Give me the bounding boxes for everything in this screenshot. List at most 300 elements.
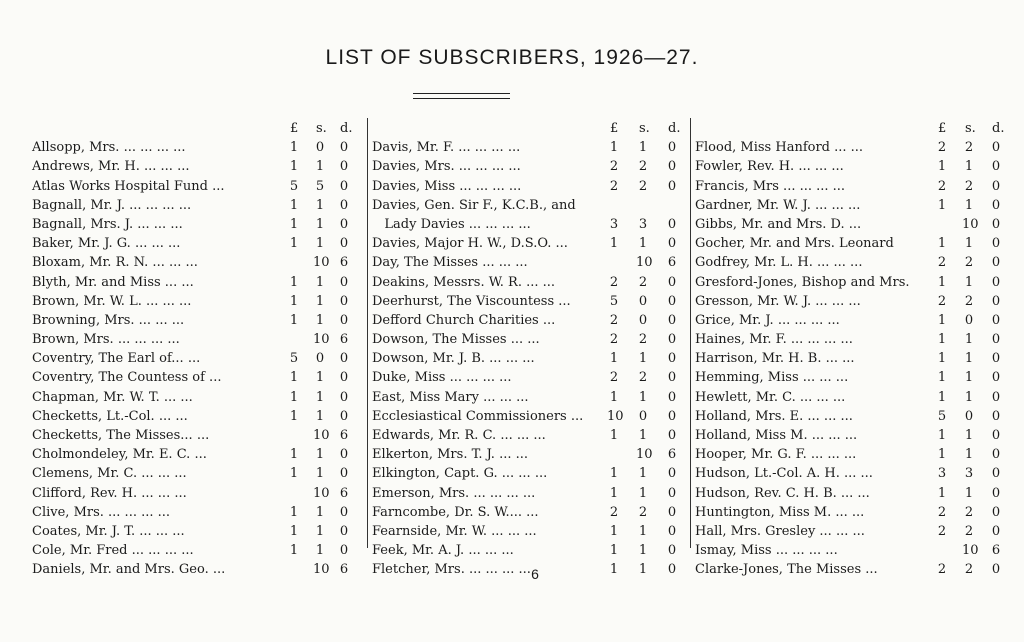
page-number: 6 [531, 566, 539, 582]
subscriber-row [32, 407, 367, 426]
amount-pence: 0 [991, 216, 1001, 232]
amount-pounds: 2 [937, 140, 947, 156]
subscriber-column-2 [372, 119, 690, 580]
amount-shillings: 1 [964, 447, 974, 463]
amount-shillings: 1 [964, 159, 974, 175]
subscriber-name: Lady Davies ... ... ... ... [372, 216, 531, 232]
amount-shillings: 0 [638, 408, 648, 424]
amount-pounds: 5 [937, 408, 947, 424]
subscriber-name: Fletcher, Mrs. ... ... ... ... [372, 562, 531, 578]
subscriber-column-3 [695, 119, 1024, 580]
amount-pence: 0 [667, 485, 677, 501]
header-pounds: £ [290, 121, 299, 136]
subscriber-row [32, 503, 367, 522]
amount-pence: 0 [991, 351, 1001, 367]
subscriber-name: Deerhurst, The Viscountess ... [372, 293, 571, 309]
amount-pounds: 1 [289, 543, 299, 559]
subscriber-name: Brown, Mr. W. L. ... ... ... [32, 293, 192, 309]
amount-pounds: 1 [289, 389, 299, 405]
amount-pounds: 3 [937, 466, 947, 482]
subscriber-name: Fowler, Rev. H. ... ... ... [695, 159, 844, 175]
amount-pence: 0 [339, 197, 349, 213]
amount-pence: 6 [667, 447, 677, 463]
subscriber-row [372, 388, 690, 407]
amount-pence: 0 [667, 562, 677, 578]
header-pence: d. [340, 121, 353, 136]
header-pounds: £ [610, 121, 619, 136]
subscriber-row [32, 330, 367, 349]
subscriber-row [372, 273, 690, 292]
subscriber-name: Daniels, Mr. and Mrs. Geo. ... [32, 562, 226, 578]
column-divider-1 [367, 118, 368, 548]
amount-pence: 0 [339, 523, 349, 539]
amount-pence: 0 [991, 293, 1001, 309]
subscriber-name: Chapman, Mr. W. T. ... ... [32, 389, 193, 405]
subscriber-row [695, 445, 1024, 464]
subscriber-name: Hooper, Mr. G. F. ... ... ... [695, 447, 857, 463]
subscriber-name: Cole, Mr. Fred ... ... ... ... [32, 543, 194, 559]
amount-pence: 0 [667, 274, 677, 290]
amount-pence: 0 [667, 543, 677, 559]
amount-shillings: 1 [315, 408, 325, 424]
subscriber-name: Holland, Mrs. E. ... ... ... [695, 408, 853, 424]
amount-shillings: 1 [315, 197, 325, 213]
subscriber-name: Defford Church Charities ... [372, 312, 556, 328]
subscriber-row [372, 311, 690, 330]
subscriber-name: Edwards, Mr. R. C. ... ... ... [372, 428, 546, 443]
amount-pence: 0 [991, 523, 1001, 539]
amount-pence: 0 [339, 159, 349, 175]
amount-shillings: 2 [964, 504, 974, 520]
amount-pounds: 5 [609, 293, 619, 309]
page-title: LIST OF SUBSCRIBERS, 1926—27. [325, 46, 699, 69]
subscriber-row [372, 330, 690, 349]
subscriber-row [372, 407, 690, 426]
amount-pence: 0 [991, 504, 1001, 520]
subscriber-row [372, 138, 690, 157]
subscriber-name: Hudson, Rev. C. H. B. ... ... [695, 485, 870, 501]
amount-pence: 0 [339, 504, 349, 520]
amount-pounds: 1 [289, 408, 299, 424]
amount-pence: 0 [991, 312, 1001, 328]
amount-shillings: 0 [964, 408, 974, 424]
amount-shillings: 1 [638, 543, 648, 559]
amount-shillings: 10 [313, 255, 330, 271]
subscriber-name: Feek, Mr. A. J. ... ... ... [372, 543, 514, 559]
subscriber-name: Gibbs, Mr. and Mrs. D. ... [695, 216, 862, 232]
amount-shillings: 1 [964, 274, 974, 290]
subscriber-name: Davis, Mr. F. ... ... ... ... [372, 140, 521, 156]
subscriber-name: Dowson, Mr. J. B. ... ... ... [372, 351, 535, 367]
subscriber-row [372, 292, 690, 311]
amount-pounds: 1 [289, 293, 299, 309]
amount-pounds: 1 [609, 485, 619, 501]
amount-pounds: 2 [937, 178, 947, 194]
amount-shillings: 10 [962, 543, 979, 559]
subscriber-row [695, 349, 1024, 368]
amount-shillings: 1 [638, 562, 648, 578]
amount-shillings: 1 [315, 274, 325, 290]
amount-pence: 0 [667, 178, 677, 194]
subscriber-name: Gresson, Mr. W. J. ... ... ... [695, 293, 861, 309]
amount-shillings: 1 [638, 389, 648, 405]
subscriber-name: Bagnall, Mr. J. ... ... ... ... [32, 197, 192, 213]
amount-pence: 6 [339, 562, 349, 578]
subscriber-name: Harrison, Mr. H. B. ... ... [695, 351, 855, 367]
subscriber-row [695, 234, 1024, 253]
amount-pounds: 2 [609, 159, 619, 175]
subscriber-row [32, 138, 367, 157]
amount-shillings: 1 [638, 485, 648, 501]
amount-pence: 0 [991, 140, 1001, 156]
subscriber-row [372, 464, 690, 483]
amount-pence: 0 [667, 389, 677, 405]
amount-pence: 0 [339, 447, 349, 463]
subscriber-row [695, 177, 1024, 196]
amount-shillings: 2 [638, 504, 648, 520]
amount-pounds: 2 [609, 332, 619, 348]
amount-shillings: 1 [315, 216, 325, 232]
subscriber-row [372, 196, 690, 215]
amount-pounds: 1 [609, 140, 619, 156]
subscriber-name: Bloxam, Mr. R. N. ... ... ... [32, 255, 198, 271]
amount-pence: 0 [991, 159, 1001, 175]
subscriber-column-1 [32, 119, 367, 580]
amount-pounds: 1 [937, 197, 947, 213]
amount-shillings: 10 [636, 447, 653, 463]
subscriber-name: Clarke-Jones, The Misses ... [695, 562, 878, 578]
amount-pounds: 1 [609, 466, 619, 482]
amount-shillings: 1 [638, 466, 648, 482]
amount-shillings: 2 [638, 159, 648, 175]
amount-pence: 0 [667, 216, 677, 232]
subscriber-row [372, 368, 690, 387]
subscriber-name: Atlas Works Hospital Fund ... [32, 178, 225, 194]
amount-pounds: 1 [609, 543, 619, 559]
subscriber-row [695, 560, 1024, 579]
amount-shillings: 2 [964, 178, 974, 194]
amount-pence: 0 [339, 370, 349, 386]
amount-shillings: 1 [315, 523, 325, 539]
amount-shillings: 2 [638, 332, 648, 348]
subscriber-name: Ismay, Miss ... ... ... ... [695, 543, 838, 559]
amount-shillings: 2 [638, 274, 648, 290]
amount-shillings: 10 [636, 255, 653, 271]
amount-pounds: 1 [609, 351, 619, 367]
subscriber-name: Ecclesiastical Commissioners ... [372, 408, 584, 424]
header-shillings: s. [639, 121, 650, 136]
subscriber-row [695, 407, 1024, 426]
subscriber-row [32, 560, 367, 579]
amount-shillings: 10 [313, 562, 330, 578]
amount-pounds: 2 [937, 562, 947, 578]
amount-pounds: 1 [609, 523, 619, 539]
amount-shillings: 0 [638, 293, 648, 309]
amount-pence: 6 [339, 428, 349, 443]
subscriber-row [695, 503, 1024, 522]
amount-pounds: 2 [609, 274, 619, 290]
subscriber-name: Coates, Mr. J. T. ... ... ... [32, 523, 185, 539]
subscriber-row [372, 253, 690, 272]
header-pence: d. [992, 121, 1005, 136]
subscriber-name: Flood, Miss Hanford ... ... [695, 140, 864, 156]
subscriber-name: Duke, Miss ... ... ... ... [372, 370, 512, 386]
subscriber-name: Gresford-Jones, Bishop and Mrs. [695, 274, 910, 290]
subscriber-name: Elkington, Capt. G. ... ... ... [372, 466, 548, 482]
amount-shillings: 2 [964, 255, 974, 271]
amount-pence: 0 [991, 485, 1001, 501]
subscriber-name: Holland, Miss M. ... ... ... [695, 428, 858, 443]
amount-pence: 0 [991, 466, 1001, 482]
amount-pounds: 1 [937, 351, 947, 367]
amount-shillings: 5 [315, 178, 325, 194]
amount-pence: 0 [991, 274, 1001, 290]
amount-pence: 6 [339, 332, 349, 348]
subscriber-row [32, 484, 367, 503]
subscriber-row [695, 541, 1024, 560]
column-header [695, 119, 1024, 138]
column-header [32, 119, 367, 138]
amount-pounds: 1 [289, 370, 299, 386]
subscriber-name: Clemens, Mr. C. ... ... ... [32, 466, 187, 482]
subscriber-row [32, 464, 367, 483]
amount-pounds: 1 [289, 140, 299, 156]
subscriber-name: Gardner, Mr. W. J. ... ... ... [695, 197, 861, 213]
amount-pence: 0 [991, 236, 1001, 252]
amount-pounds: 1 [289, 312, 299, 328]
amount-shillings: 0 [638, 312, 648, 328]
amount-pounds: 1 [937, 312, 947, 328]
amount-pence: 0 [991, 178, 1001, 194]
amount-shillings: 1 [964, 197, 974, 213]
subscriber-row [32, 292, 367, 311]
subscriber-name: Haines, Mr. F. ... ... ... ... [695, 332, 853, 348]
subscriber-row [372, 349, 690, 368]
subscriber-row [372, 215, 690, 234]
amount-pounds: 1 [937, 274, 947, 290]
subscriber-row [695, 253, 1024, 272]
amount-shillings: 1 [315, 159, 325, 175]
subscriber-row [695, 273, 1024, 292]
amount-pounds: 1 [289, 274, 299, 290]
subscriber-row [695, 157, 1024, 176]
subscriber-row [695, 484, 1024, 503]
subscriber-name: Grice, Mr. J. ... ... ... ... [695, 312, 840, 328]
amount-shillings: 1 [315, 466, 325, 482]
subscriber-name: Cholmondeley, Mr. E. C. ... [32, 447, 207, 463]
amount-shillings: 1 [315, 293, 325, 309]
amount-shillings: 2 [964, 523, 974, 539]
subscriber-row [695, 522, 1024, 541]
amount-shillings: 10 [962, 216, 979, 232]
amount-pounds: 1 [937, 332, 947, 348]
subscriber-row [32, 234, 367, 253]
subscriber-name: Clive, Mrs. ... ... ... ... [32, 504, 171, 520]
amount-pence: 0 [667, 236, 677, 252]
subscriber-name: Davies, Gen. Sir F., K.C.B., and [372, 197, 576, 213]
amount-pence: 0 [339, 178, 349, 194]
subscriber-row [32, 541, 367, 560]
amount-pence: 6 [667, 255, 677, 271]
subscriber-row [32, 349, 367, 368]
amount-pence: 0 [667, 523, 677, 539]
header-pence: d. [668, 121, 681, 136]
amount-pence: 0 [991, 389, 1001, 405]
amount-shillings: 1 [638, 351, 648, 367]
amount-pence: 0 [667, 370, 677, 386]
subscriber-name: Hewlett, Mr. C. ... ... ... [695, 389, 846, 405]
subscriber-name: Clifford, Rev. H. ... ... ... [32, 485, 187, 501]
amount-shillings: 1 [315, 447, 325, 463]
subscriber-name: Davies, Major H. W., D.S.O. ... [372, 236, 568, 252]
amount-pence: 0 [667, 293, 677, 309]
subscriber-name: Day, The Misses ... ... ... [372, 255, 528, 271]
amount-pence: 0 [991, 428, 1001, 443]
amount-pounds: 3 [609, 216, 619, 232]
amount-pounds: 1 [937, 159, 947, 175]
subscriber-row [695, 292, 1024, 311]
subscriber-name: Hall, Mrs. Gresley ... ... ... [695, 523, 865, 539]
subscriber-row [32, 311, 367, 330]
subscriber-name: Francis, Mrs ... ... ... ... [695, 178, 846, 194]
subscriber-row [695, 330, 1024, 349]
subscriber-row [32, 253, 367, 272]
amount-shillings: 2 [638, 370, 648, 386]
amount-shillings: 10 [313, 428, 330, 443]
subscriber-name: Elkerton, Mrs. T. J. ... ... [372, 447, 528, 463]
amount-pence: 0 [339, 236, 349, 252]
amount-pounds: 1 [289, 159, 299, 175]
amount-pence: 0 [991, 197, 1001, 213]
subscriber-row [372, 177, 690, 196]
amount-pounds: 2 [937, 293, 947, 309]
amount-pence: 0 [991, 255, 1001, 271]
subscriber-row [695, 196, 1024, 215]
amount-shillings: 1 [964, 370, 974, 386]
amount-pence: 0 [667, 159, 677, 175]
amount-shillings: 0 [315, 351, 325, 367]
amount-shillings: 1 [638, 523, 648, 539]
amount-shillings: 1 [638, 236, 648, 252]
amount-pounds: 1 [289, 447, 299, 463]
amount-pounds: 1 [289, 466, 299, 482]
amount-shillings: 2 [964, 140, 974, 156]
subscriber-name: Checketts, The Misses... ... [32, 428, 210, 443]
subscriber-row [695, 388, 1024, 407]
amount-shillings: 3 [964, 466, 974, 482]
subscriber-name: Checketts, Lt.-Col. ... ... [32, 408, 188, 424]
amount-pounds: 1 [937, 428, 947, 443]
subscriber-row [32, 196, 367, 215]
column-header [372, 119, 690, 138]
amount-pence: 0 [339, 466, 349, 482]
amount-shillings: 2 [964, 293, 974, 309]
amount-pounds: 1 [289, 504, 299, 520]
amount-pence: 0 [667, 351, 677, 367]
subscriber-row [32, 426, 367, 445]
subscriber-row [32, 388, 367, 407]
title-rule-bottom [413, 98, 510, 99]
amount-pence: 0 [667, 332, 677, 348]
amount-shillings: 1 [315, 543, 325, 559]
amount-shillings: 0 [315, 140, 325, 156]
subscriber-row [32, 157, 367, 176]
subscriber-row [372, 560, 690, 579]
amount-shillings: 1 [315, 236, 325, 252]
subscriber-name: Farncombe, Dr. S. W.... ... [372, 504, 539, 520]
amount-pounds: 2 [609, 504, 619, 520]
amount-pounds: 2 [937, 523, 947, 539]
subscriber-name: Deakins, Messrs. W. R. ... ... [372, 274, 556, 290]
amount-pence: 0 [339, 312, 349, 328]
amount-pounds: 10 [607, 408, 624, 424]
amount-pence: 0 [339, 293, 349, 309]
amount-pounds: 1 [937, 485, 947, 501]
column-divider-2 [690, 118, 691, 548]
subscriber-name: Gocher, Mr. and Mrs. Leonard [695, 236, 894, 252]
subscriber-name: Godfrey, Mr. L. H. ... ... ... [695, 255, 863, 271]
subscriber-row [372, 234, 690, 253]
header-pounds: £ [938, 121, 947, 136]
header-shillings: s. [316, 121, 327, 136]
subscriber-row [695, 311, 1024, 330]
amount-pence: 0 [339, 389, 349, 405]
amount-shillings: 2 [964, 562, 974, 578]
subscriber-row [695, 215, 1024, 234]
amount-pence: 6 [339, 485, 349, 501]
amount-shillings: 1 [315, 370, 325, 386]
amount-pence: 0 [667, 428, 677, 443]
subscriber-row [372, 503, 690, 522]
subscriber-name: Davies, Miss ... ... ... ... [372, 178, 522, 194]
amount-shillings: 2 [638, 178, 648, 194]
amount-pence: 0 [339, 351, 349, 367]
amount-pounds: 1 [937, 389, 947, 405]
amount-pounds: 1 [289, 236, 299, 252]
subscriber-name: Browning, Mrs. ... ... ... [32, 312, 185, 328]
amount-pence: 0 [667, 140, 677, 156]
subscriber-name: Coventry, The Countess of ... [32, 370, 222, 386]
amount-pounds: 2 [609, 312, 619, 328]
amount-pence: 6 [339, 255, 349, 271]
subscriber-name: Hemming, Miss ... ... ... [695, 370, 849, 386]
subscriber-name: Bagnall, Mrs. J. ... ... ... [32, 216, 183, 232]
amount-pounds: 1 [937, 447, 947, 463]
subscriber-name: Coventry, The Earl of... ... [32, 351, 201, 367]
subscriber-row [32, 273, 367, 292]
subscriber-row [32, 445, 367, 464]
subscriber-row [32, 215, 367, 234]
subscriber-row [32, 368, 367, 387]
subscriber-name: Hudson, Lt.-Col. A. H. ... ... [695, 466, 873, 482]
amount-pence: 0 [339, 408, 349, 424]
subscriber-row [372, 426, 690, 445]
amount-shillings: 1 [638, 428, 648, 443]
subscriber-name: Huntington, Miss M. ... ... [695, 504, 865, 520]
amount-shillings: 1 [964, 428, 974, 443]
amount-shillings: 1 [315, 504, 325, 520]
amount-pence: 0 [991, 447, 1001, 463]
amount-pounds: 5 [289, 178, 299, 194]
header-shillings: s. [965, 121, 976, 136]
amount-pence: 0 [991, 562, 1001, 578]
amount-pence: 0 [991, 408, 1001, 424]
amount-pounds: 5 [289, 351, 299, 367]
subscriber-name: Allsopp, Mrs. ... ... ... ... [32, 140, 186, 156]
amount-pence: 0 [339, 274, 349, 290]
subscriber-row [372, 522, 690, 541]
amount-pence: 0 [339, 543, 349, 559]
